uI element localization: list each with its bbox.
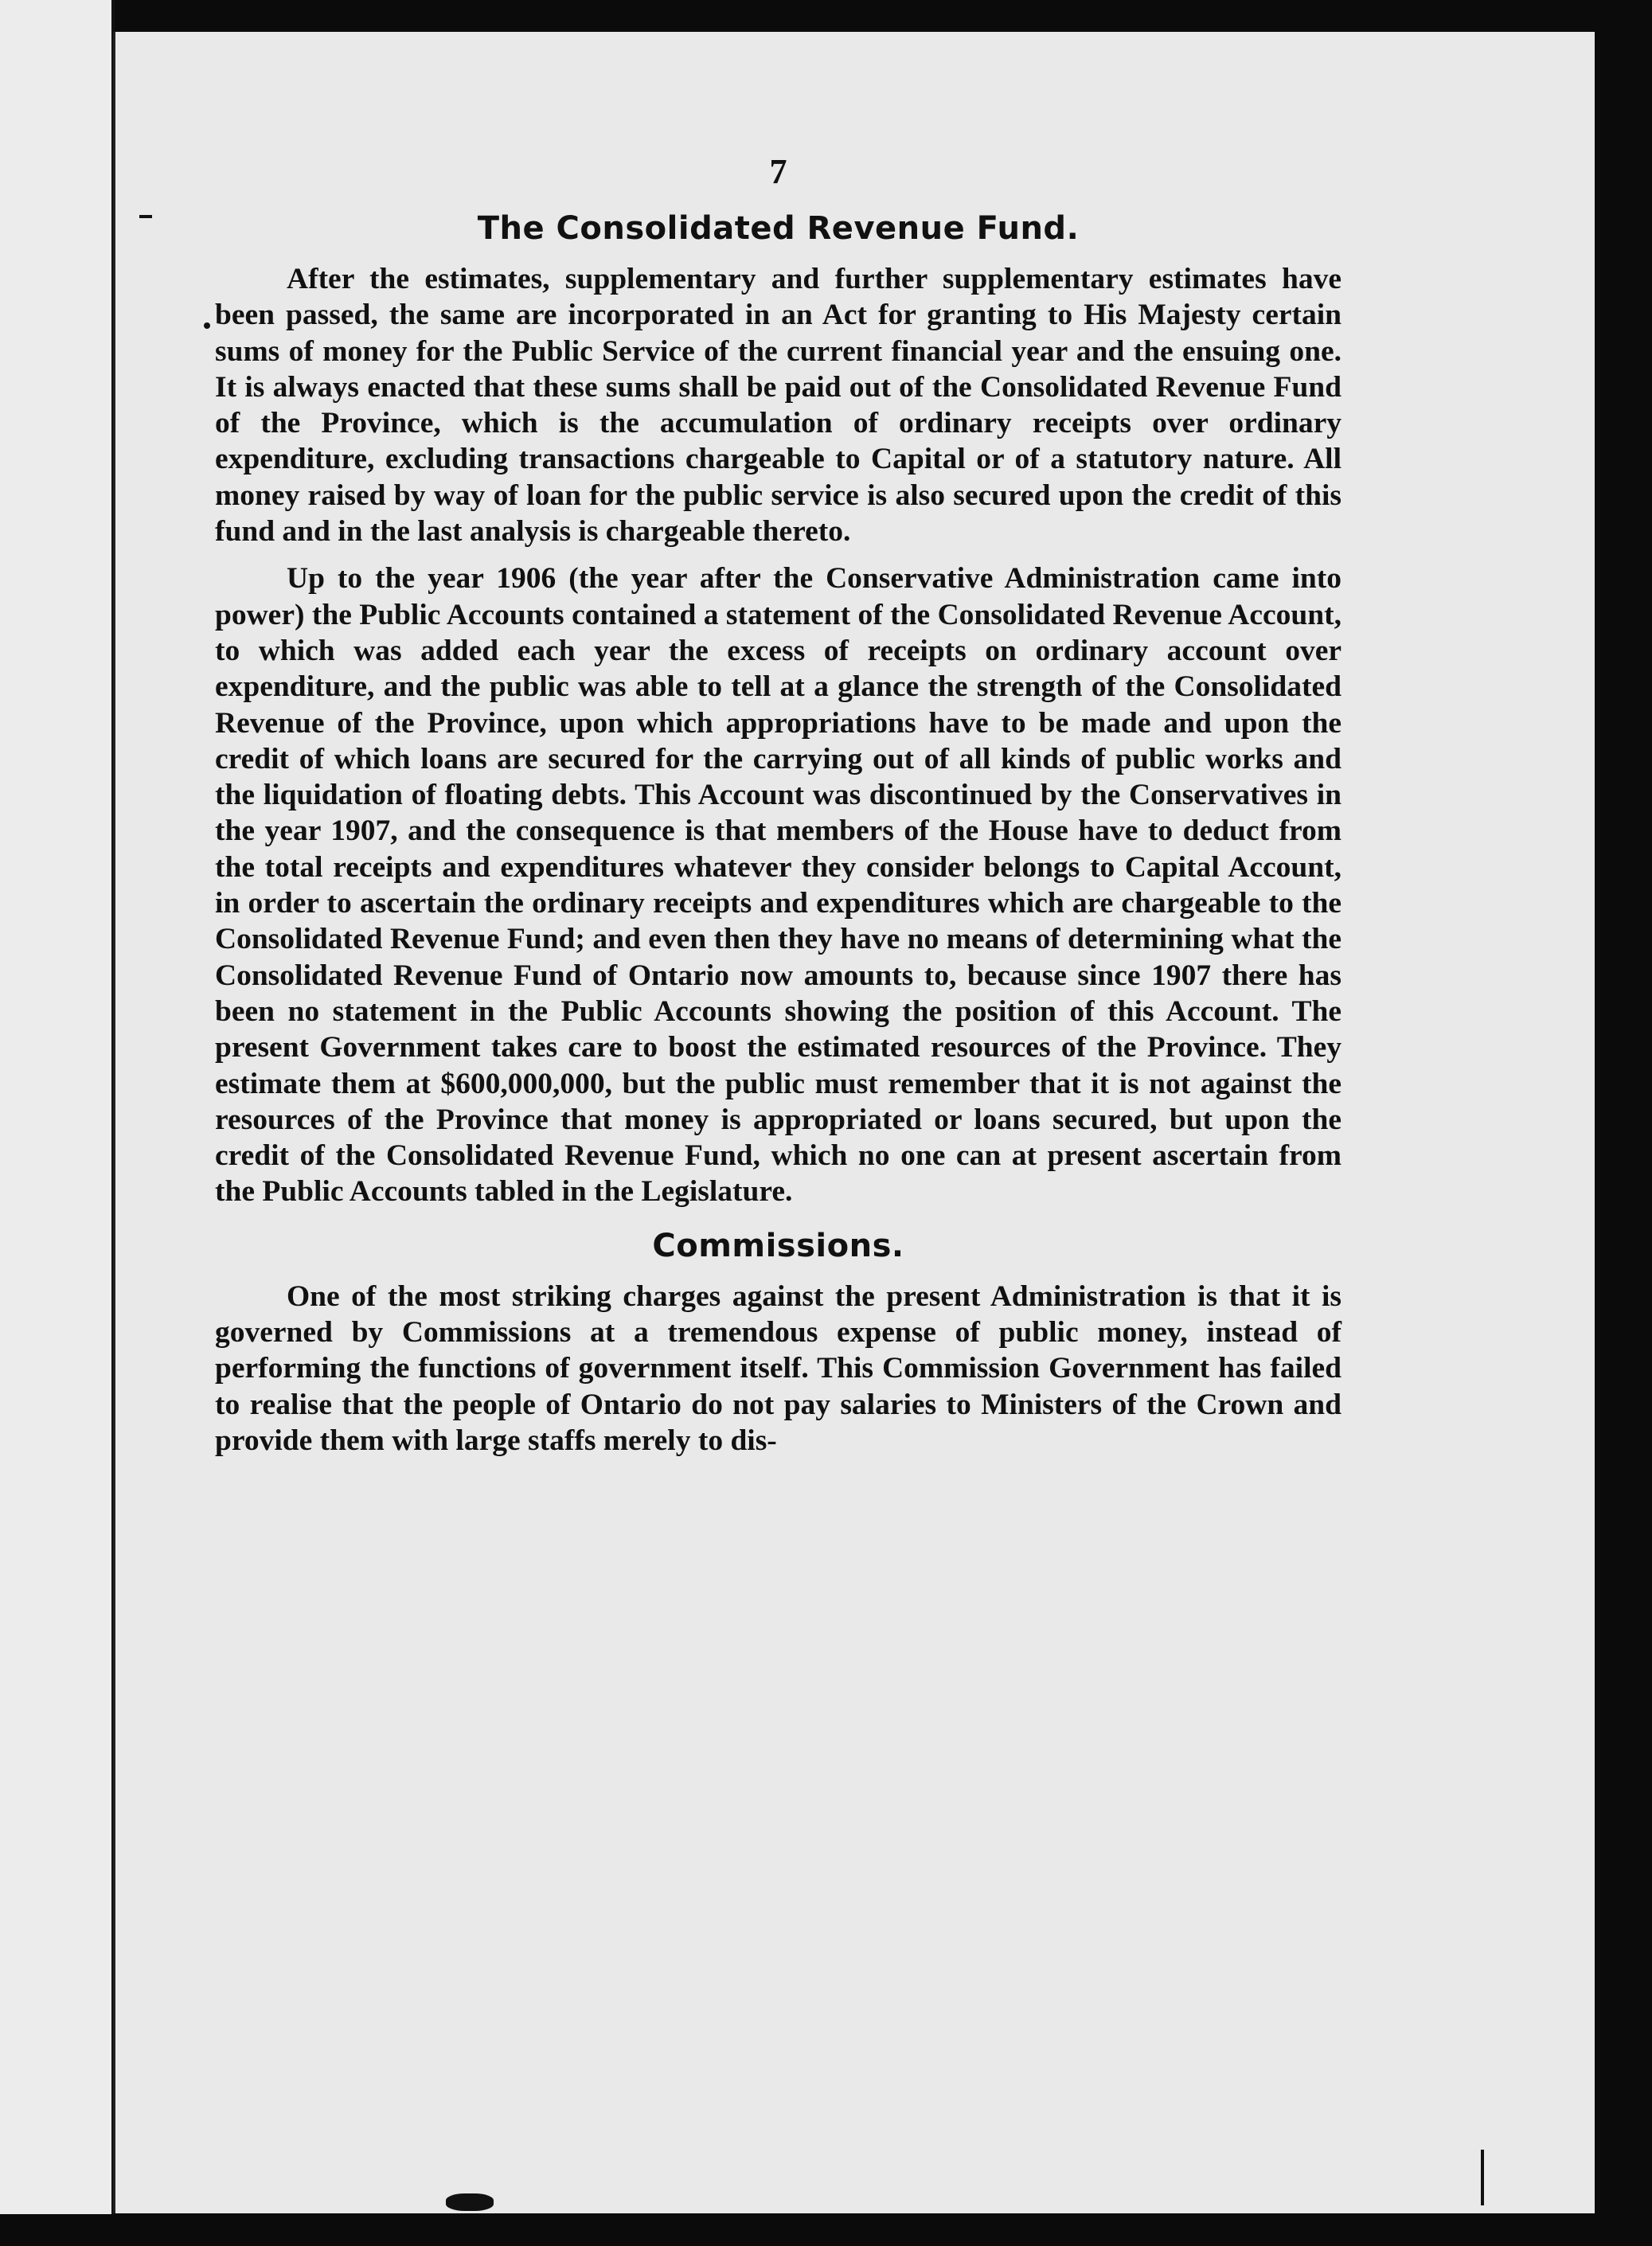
section-heading: The Consolidated Revenue Fund. [477,210,1080,247]
paragraph: Up to the year 1906 (the year after the Conservative Administration came into power) the Public Accounts contained a statement of the Consolidated Revenue Account, to which was added each year the excess of receipts on ordinary account over expenditure, and the public was able to tell at a glance the strength of the Consolidated Revenue of the Province, upon which appropriations have to be made and upon the credit of which loans are secured for the carrying out of all kinds of public works and the liquidation of floating debts. This Account was discontinued by the Conservatives in the year 1907, and the consequence is that members of the House have to deduct from the total receipts and expenditures whatever they consider belongs to Capital Account, in order to ascertain the ordinary receipts and expenditures which are chargeable to the Consolidated Revenue Fund; and even then they have no means of determining what the Consolidated Revenue Fund of Ontario now amounts to, because since 1907 there has been no statement in the Public Accounts showing the position of this Account. The present Government takes care to boost the estimated resources of the Province. They estimate them at $600,000,000, but the public must remember that it is not against the resources of the Province that money is appropriated or loans secured, but upon the credit of the Consolidated Revenue Fund, which no one can at present ascertain from the Public Accounts tabled in the Legislature. [215,562,1342,1209]
scan-right-border [1596,0,1652,2246]
section-heading: Commissions. [652,1227,904,1264]
paragraph: After the estimates, supplementary and further supplementary estimates have been passed, the same are incorporated in an Act for granting to His Majesty certain sums of money for the Public Service of the current financial year and the ensuing one. It is always enacted that these sums shall be paid out of the Consolidated Revenue Fund of the Province, which is the accumulation of ordinary receipts over ordinary expenditure, excluding transactions chargeable to Capital or of a statutory nature. All money raised by way of loan for the public service is also secured upon the credit of this fund and in the last analysis is chargeable thereto. [215,263,1342,549]
section-commissions [215,1228,1342,1459]
scan-speck [139,215,152,218]
section-consolidated-revenue-fund [215,210,1342,1210]
paragraph: One of the most striking charges against the present Administration is that it is governed by Commissions at a tremendous expense of public money, instead of performing the functions of government itself. This Commission Government has failed to realise that the people of Ontario do not pay salaries to Ministers of the Crown and provide them with large staffs merely to dis- [215,1279,1342,1457]
scan-speck [446,2193,494,2211]
document-body [215,151,1342,1459]
page-number: 7 [769,152,787,191]
scan-speck [1481,2150,1484,2205]
stray-mark [204,322,210,329]
scan-bottom-border [0,2214,1652,2246]
scan-left-margin [0,0,115,2246]
section-gap [215,1210,1342,1228]
